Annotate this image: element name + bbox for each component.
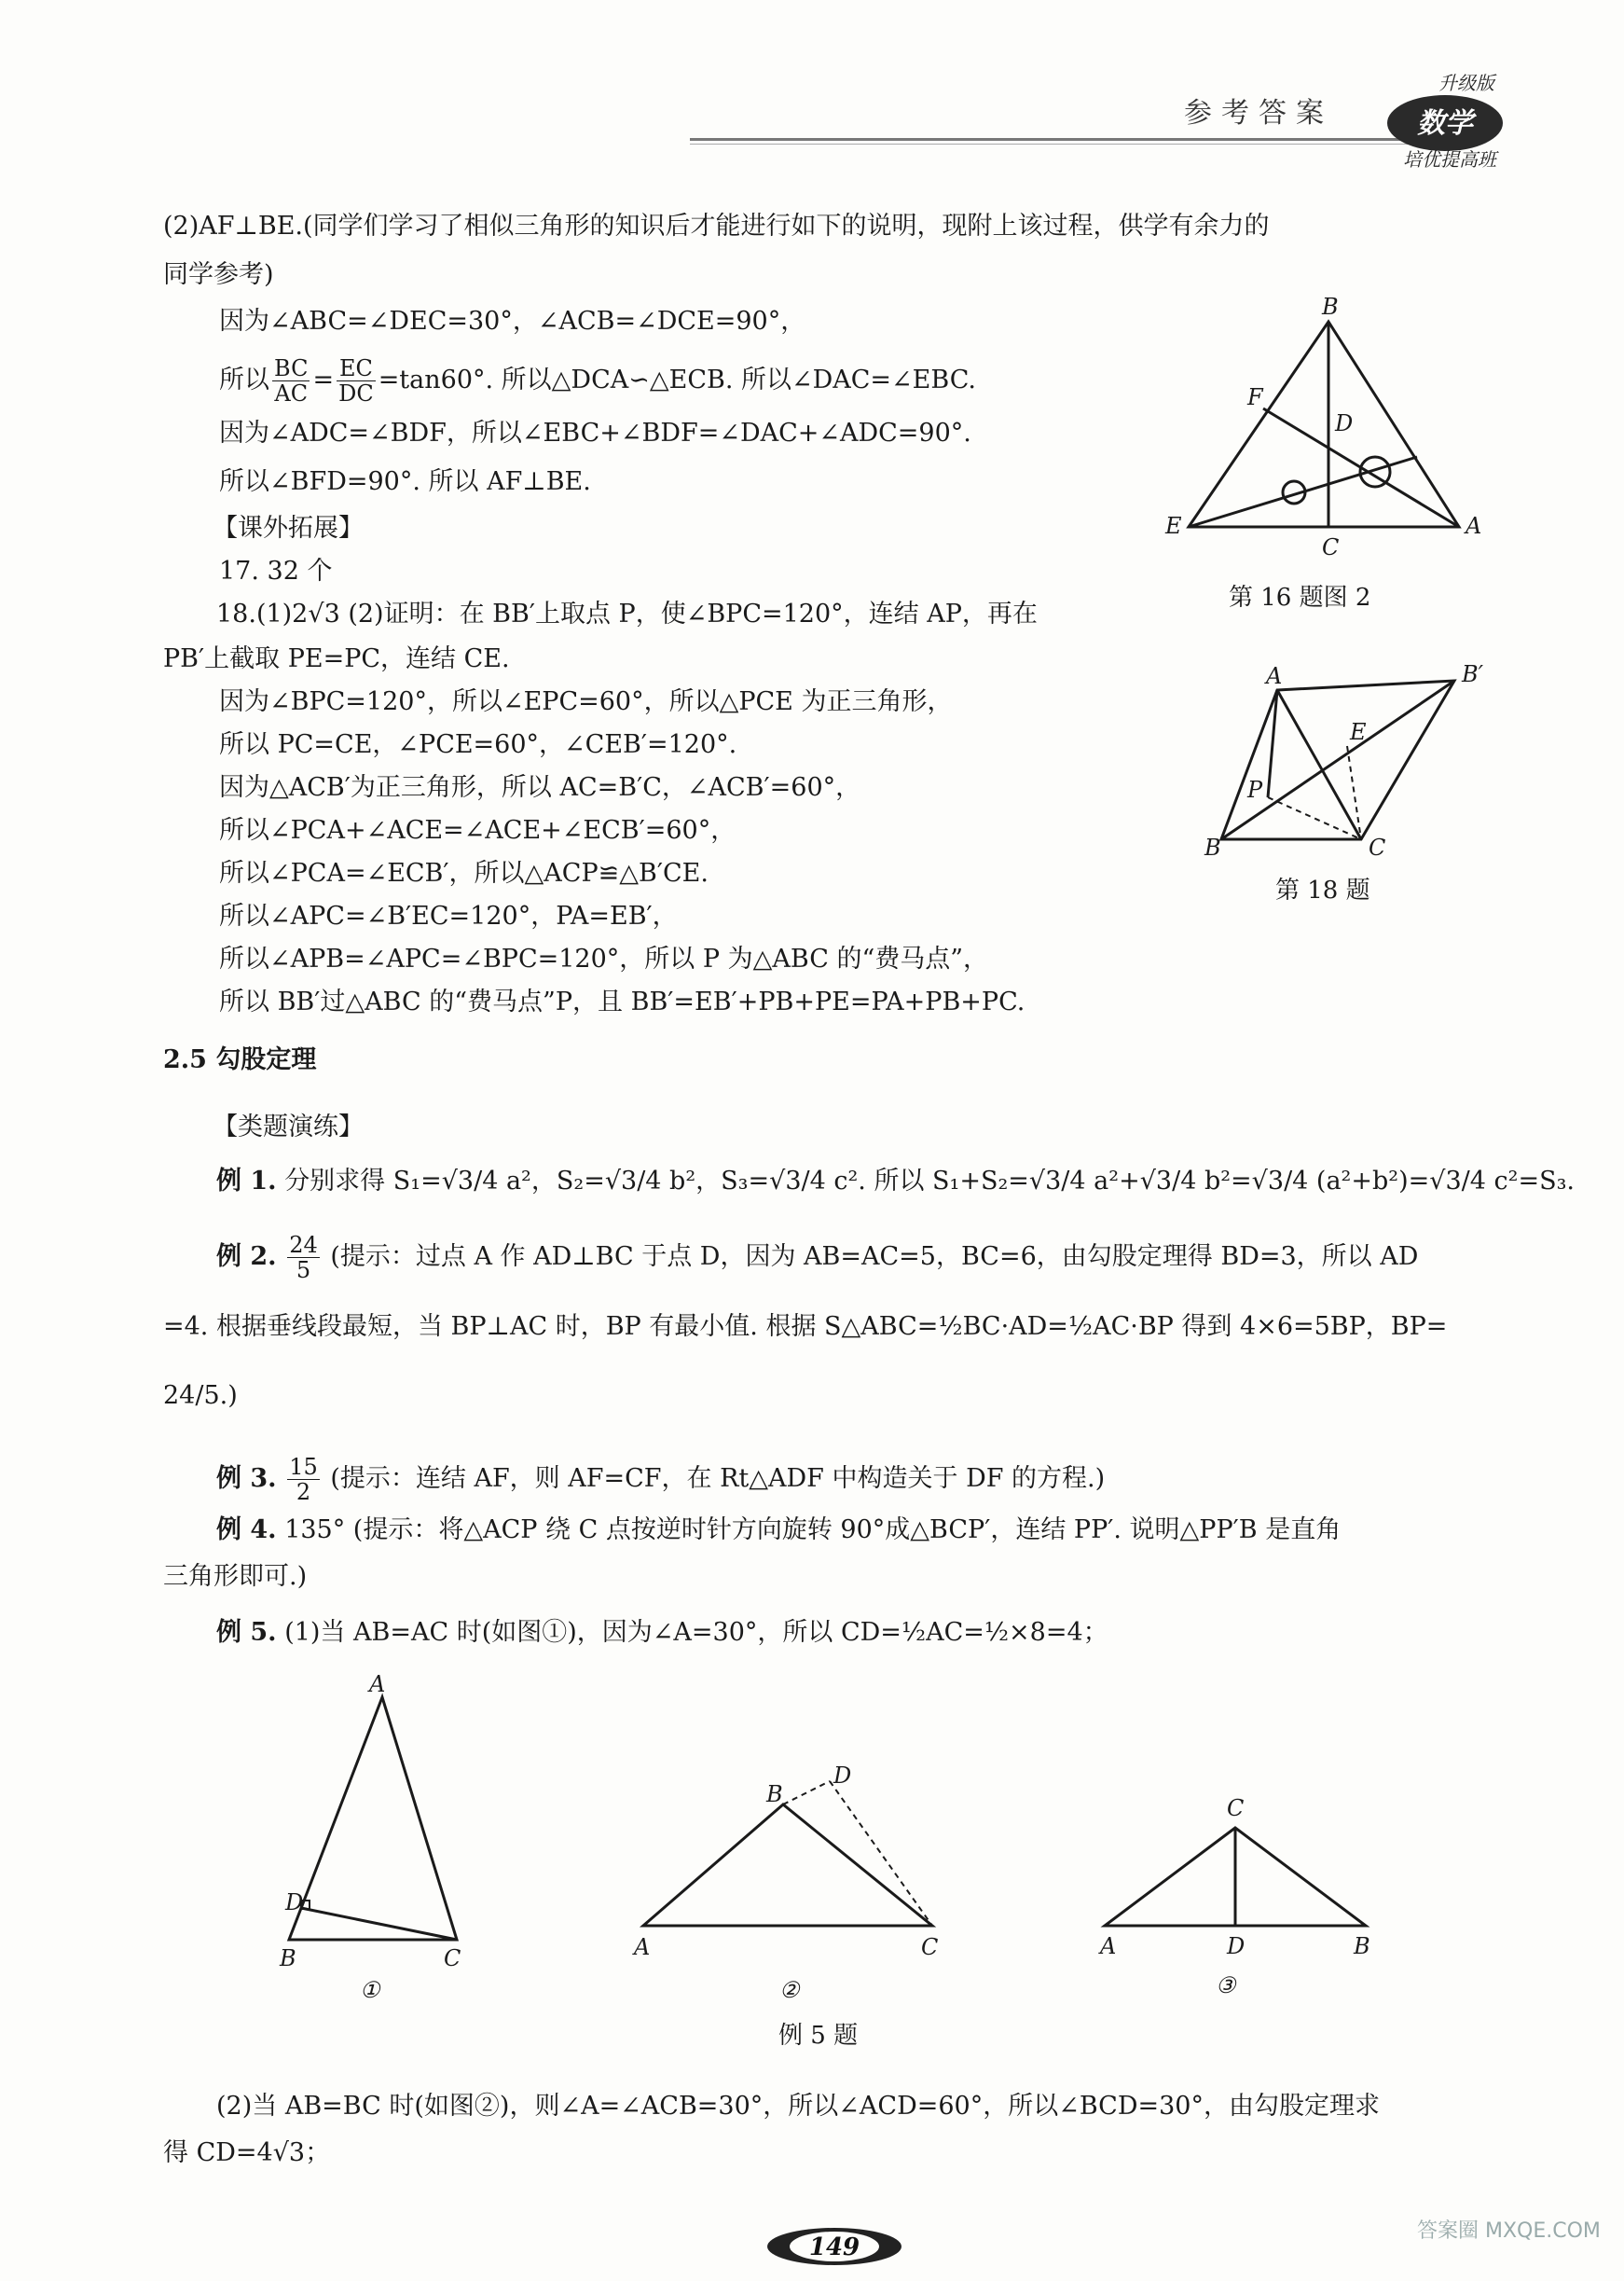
example-text: (1)当 AB=AC 时(如图①)，因为∠A=30°，所以 CD=½AC=½×8=4； [284,1618,1108,1647]
point-label: D [1227,1933,1246,1959]
point-label: A [1100,1933,1117,1959]
figure-18-caption: 第 18 题 [1275,877,1370,905]
figure-16-caption: 第 16 题图 2 [1229,584,1371,612]
example-text: (提示：过点 A 作 AD⊥BC 于点 D，因为 AB=AC=5，BC=6，由勾股定理得 BD=3，所以 AD [330,1242,1419,1271]
point-label: B [1204,835,1221,861]
text-line: 所以∠PCA+∠ACE=∠ACE+∠ECB′=60°， [219,816,736,845]
text-fragment: = [312,366,335,394]
example-2 [216,1233,1418,1282]
text-fragment: 所以 [219,366,269,394]
header-rule-thin [690,144,1408,145]
text-line: 所以 BB′过△ABC 的“费马点”P，且 BB′=EB′+PB+PE=PA+PB+PC. [219,988,1025,1016]
text-line: (2)当 AB=BC 时(如图②)，则∠A=∠ACB=30°，所以∠ACD=60°，所以∠BCD=30°，由勾股定理求 [216,2092,1380,2121]
point-label: A [369,1671,386,1697]
badge-top: 升级版 [1438,72,1494,94]
example-5 [216,1617,1108,1649]
example-label: 例 4. [216,1515,277,1544]
example-label: 例 3. [216,1464,277,1493]
series-badge-logo [1356,65,1534,168]
example-label: 例 1. [216,1167,277,1196]
point-label: D [1335,410,1354,436]
point-label: A [1466,513,1482,539]
text-line-with-fractions [219,356,976,406]
text-line: 所以∠PCA=∠ECB′，所以△ACP≌△B′CE. [219,859,709,888]
text-line: =4. 根据垂线段最短，当 BP⊥AC 时，BP 有最小值. 根据 S△ABC=½BC·AD=½AC·BP 得到 4×6=5BP，BP= [163,1312,1448,1341]
figure-5-2-diagram [625,1753,960,2005]
example-text: 分别求得 S₁=√3/4 a²，S₂=√3/4 b²，S₃=√3/4 c². 所以 S₁+S₂=√3/4 a²+√3/4 b²=√3/4 (a²+b²)=√3/4 c²=S₃. [284,1167,1575,1196]
point-label: B [1322,294,1339,320]
text-line: (2)AF⊥BE.(同学们学习了相似三角形的知识后才能进行如下的说明，现附上该过程，供学有余力的 [163,212,1270,241]
figure-number: ② [779,1977,800,2003]
text-fragment: =tan60°. 所以△DCA∽△ECB. 所以∠DAC=∠EBC. [378,366,977,394]
point-label: P [1247,777,1263,803]
fraction-bc-ac: $\frac{BC}{AC}$ [274,355,309,407]
text-line: 因为△ACB′为正三角形，所以 AC=B′C，∠ACB′=60°， [219,773,861,802]
point-label: A [1266,663,1283,689]
text-line: PB′上截取 PE=PC，连结 CE. [163,644,510,673]
point-label: C [1227,1795,1245,1821]
text-line: 17. 32 个 [219,557,333,586]
example-text: (提示：连结 AF，则 AF=CF，在 Rt△ADF 中构造关于 DF 的方程.) [330,1464,1106,1493]
figure-5-caption: 例 5 题 [778,2022,859,2050]
page-number: 149 [808,2233,860,2261]
text-line: 因为∠ABC=∠DEC=30°，∠ACB=∠DCE=90°， [219,307,806,336]
point-label: B [1354,1933,1370,1959]
text-line: 18.(1)2√3 (2)证明：在 BB′上取点 P，使∠BPC=120°，连结 AP，再在 [216,600,1038,629]
text-line: 所以∠BFD=90°. 所以 AF⊥BE. [219,467,591,496]
text-line: 同学参考) [163,260,274,289]
text-line: 因为∠BPC=120°，所以∠EPC=60°，所以△PCE 为正三角形， [219,687,953,716]
section-heading: 2.5 勾股定理 [163,1045,317,1074]
text-line: 所以∠APB=∠APC=∠BPC=120°，所以 P 为△ABC 的“费马点”， [219,945,989,974]
header-rule [690,138,1408,141]
text-line: 所以 PC=CE，∠PCE=60°，∠CEB′=120°. [219,730,737,759]
point-label: B [766,1781,783,1807]
point-label: C [1322,534,1340,560]
example-label: 例 2. [216,1242,277,1271]
example-label: 例 5. [216,1618,277,1647]
fraction-answer: $\frac{15}{2}$ [289,1454,318,1505]
point-label: C [921,1934,939,1960]
text-line: 因为∠ADC=∠BDF，所以∠EBC+∠BDF=∠DAC+∠ADC=90°. [219,419,971,448]
text-line: 24/5.) [163,1381,238,1410]
watermark: 答案圈 MXQE.COM [1417,2219,1601,2243]
text-line: 三角形即可.) [163,1562,308,1591]
badge-bottom: 培优提高班 [1403,148,1496,168]
text-line: 所以∠APC=∠B′EC=120°，PA=EB′， [219,902,678,931]
point-label: A [634,1934,651,1960]
figure-18-diagram [1203,657,1501,863]
point-label: D [285,1889,304,1915]
figure-16-diagram [1137,289,1510,569]
example-text: 135° (提示：将△ACP 绕 C 点按逆时针方向旋转 90°成△BCP′，连结 PP′. 说明△PP′B 是直角 [284,1515,1342,1544]
header-title: 参考答案 [1184,97,1333,130]
section-subheading: 【课外拓展】 [213,514,364,543]
point-label: D [833,1763,852,1789]
example-4 [216,1514,1341,1546]
section-subheading: 【类题演练】 [213,1113,364,1141]
point-label: B [280,1945,296,1971]
figure-number: ③ [1216,1972,1236,1998]
page-number-badge [764,2224,904,2269]
text-line: 得 CD=4√3； [163,2138,331,2167]
figure-number: ① [360,1977,380,2003]
point-label: E [1350,719,1367,745]
point-label: C [444,1945,461,1971]
figure-5-1-diagram [270,1669,494,2005]
point-label: B′ [1462,661,1484,687]
badge-main: 数学 [1417,107,1473,140]
fraction-ec-dc: $\frac{EC}{DC}$ [338,355,374,407]
point-label: F [1247,384,1263,410]
example-1 [216,1166,1575,1197]
fraction-answer: $\frac{24}{5}$ [289,1232,318,1283]
point-label: C [1369,835,1386,861]
point-label: E [1165,513,1182,539]
figure-5-3-diagram [1091,1786,1389,2000]
example-3 [216,1455,1105,1504]
